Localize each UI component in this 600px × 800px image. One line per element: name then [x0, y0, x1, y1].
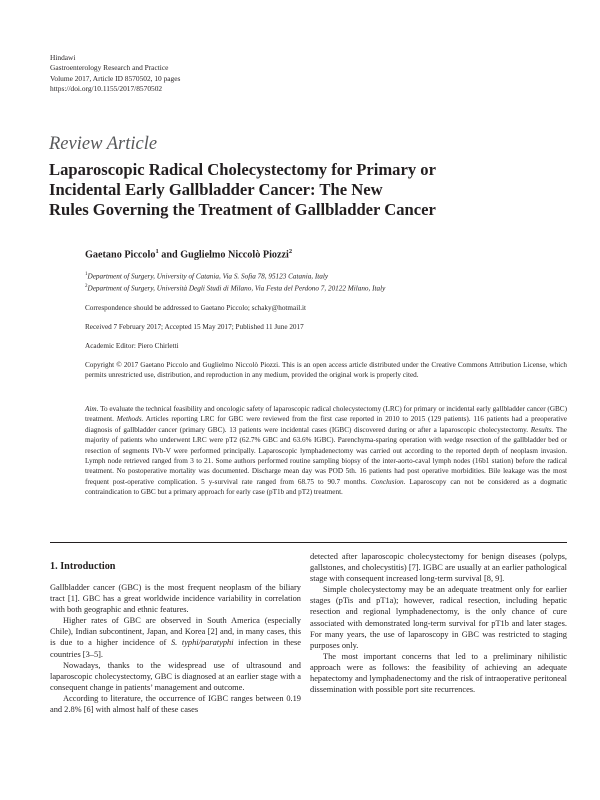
academic-editor: Academic Editor: Piero Chirletti — [85, 342, 179, 350]
affiliation-mark: 2 — [85, 284, 88, 289]
paragraph-text: Higher rates of GBC are observed in South America (especially Chile), Indian subcontinent, Japan, and Korea [2] and, in many cases, this is due to a higher incidence of — [50, 616, 301, 648]
abstract-conclusion-label: Conclusion. — [370, 477, 406, 486]
body-column-left — [50, 582, 301, 715]
section-heading: 1. Introduction — [50, 561, 116, 572]
doi-link[interactable]: https://doi.org/10.1155/2017/8570502 — [50, 84, 163, 94]
author-conjunction: and — [158, 249, 181, 261]
article-title — [49, 160, 569, 220]
journal-name: Gastroenterology Research and Practice — [50, 63, 169, 73]
abstract — [85, 404, 567, 498]
paragraph-text: infection in these countries [3–5]. — [50, 638, 301, 659]
title-line: Rules Governing the Treatment of Gallbladder Cancer — [49, 200, 436, 219]
affiliation-text: Department of Surgery, University of Catania, Via S. Sofia 78, 95123 Catania, Italy — [87, 272, 329, 281]
publisher-name: Hindawi — [50, 53, 76, 62]
paragraph: According to literature, the occurrence of IGBC ranges between 0.19 and 2.8% [6] with almost half of these cases — [50, 693, 301, 715]
title-line: Laparoscopic Radical Cholecystectomy for Primary or — [49, 160, 436, 179]
title-line: Incidental Early Gallbladder Cancer: The New — [49, 180, 383, 199]
paragraph: The most important concerns that led to a preliminary nihilistic approach were as follows: the feasibility of achieving an adequate hepatectomy and lymphadenectomy and the risk of intraoperative peritoneal dissemination with possible port site recurrences. — [310, 651, 567, 695]
journal-header — [50, 53, 300, 95]
abstract-methods: Articles reporting LRC for GBC were reviewed from the first case reported in 2010 to 2015 (129 patients). 116 patients had a preoperative diagnosis of gallbladder cancer (primary GBC). 13 patients were incidental cases (IGBC) discovered during or after a laparoscopic cholecystectomy. — [85, 415, 568, 434]
paragraph — [50, 615, 301, 659]
article-dates: Received 7 February 2017; Accepted 15 May 2017; Published 11 June 2017 — [85, 323, 304, 331]
paragraph-italic: S. typhi/paratyphi — [170, 638, 234, 648]
body-column-right — [310, 551, 567, 695]
abstract-aim-label: Aim. — [85, 405, 99, 413]
author-list — [85, 248, 292, 260]
abstract-results-label: Results. — [530, 425, 554, 434]
affiliation-text: Department of Surgery, Università Degli Studi di Milano, Via Festa del Perdono 7, 20122 Milano, Italy — [87, 284, 386, 293]
copyright-notice: Copyright © 2017 Gaetano Piccolo and Guglielmo Niccolò Piozzi. This is an open access article distributed under the Creative Commons Attribution License, which permits unrestricted use, distribution, and reproduction in any medium, provided the original work is properly cited. — [85, 361, 567, 379]
abstract-aim: To evaluate the technical feasibility and oncologic safety of laparoscopic radical cholecystectomy (LRC) for primary or incidental early gallbladder cancer (GBC) treatment. — [85, 405, 567, 424]
author-affiliation-mark: 1 — [155, 248, 159, 255]
abstract-methods-label: Methods. — [116, 415, 144, 424]
correspondence: Correspondence should be addressed to Gaetano Piccolo; schaky@hotmail.it — [85, 304, 306, 312]
affiliation — [85, 282, 385, 293]
paragraph: Simple cholecystectomy may be an adequate treatment only for earlier stages (pTis and pT1a); however, radical resection, including hepatic resection and regional lymphadenectomy, is the only chance of cure associated with demonstrated long-term survival for pT1b and later stages. For many years, the use of laparoscopy in GBC was restricted to staging purposes only. — [310, 585, 567, 650]
abstract-conclusion: Laparoscopy can not be considered as a dogmatic contraindication to GBC but a primary approach for early case (pT1b and pT2) treatment. — [85, 477, 568, 497]
author-affiliation-mark: 2 — [288, 248, 293, 255]
paragraph: detected after laparoscopic cholecystectomy for benign diseases (polyps, gallstones, and cholecystitis) [7]. IGBC are usually at an earlier pathological stage with consequent increased long-term survival [8, 9]. — [310, 552, 567, 584]
author-name: Gaetano Piccolo — [85, 249, 156, 261]
article-type: Review Article — [49, 134, 158, 154]
author-name: Guglielmo Niccolò Piozzi — [180, 249, 289, 261]
volume-info: Volume 2017, Article ID 8570502, 10 pages — [50, 73, 181, 83]
abstract-results: The majority of patients who underwent LRC were pT2 (62.7% GBC and 63.6% IGBC). Parenchyma-sparing operation with wedge resection of the gallbladder bed or resection of segments IVb-V were performed principally. Laparoscopic lymphadenectomy was carried out according to the reported depth of neoplasm invasion. Lymph node retrieved ranged from 3 to 21. Some authors performed routine sampling biopsy of the inter-aorto-caval lymph nodes (16b1 station) before the radical treatment. No postoperative mortality was documented. Discharge mean day was POD 5th. 16 patients had post operative morbidities. Bile leakage was the most frequent post-operative complication. 5 y-survival rate ranged from 68.75 to 90.7 months. — [85, 425, 568, 486]
section-divider — [50, 542, 567, 543]
paragraph: Nowadays, thanks to the widespread use of ultrasound and laparoscopic cholecystectomy, GBC is diagnosed at an earlier stage with a consequent change in patients’ management and outcome. — [50, 660, 301, 692]
affiliation-mark: 1 — [85, 272, 88, 277]
paragraph: Gallbladder cancer (GBC) is the most frequent neoplasm of the biliary tract [1]. GBC has a great worldwide incidence variability in correlation with both geographic and ethnic features. — [50, 583, 301, 615]
affiliation — [85, 270, 328, 281]
